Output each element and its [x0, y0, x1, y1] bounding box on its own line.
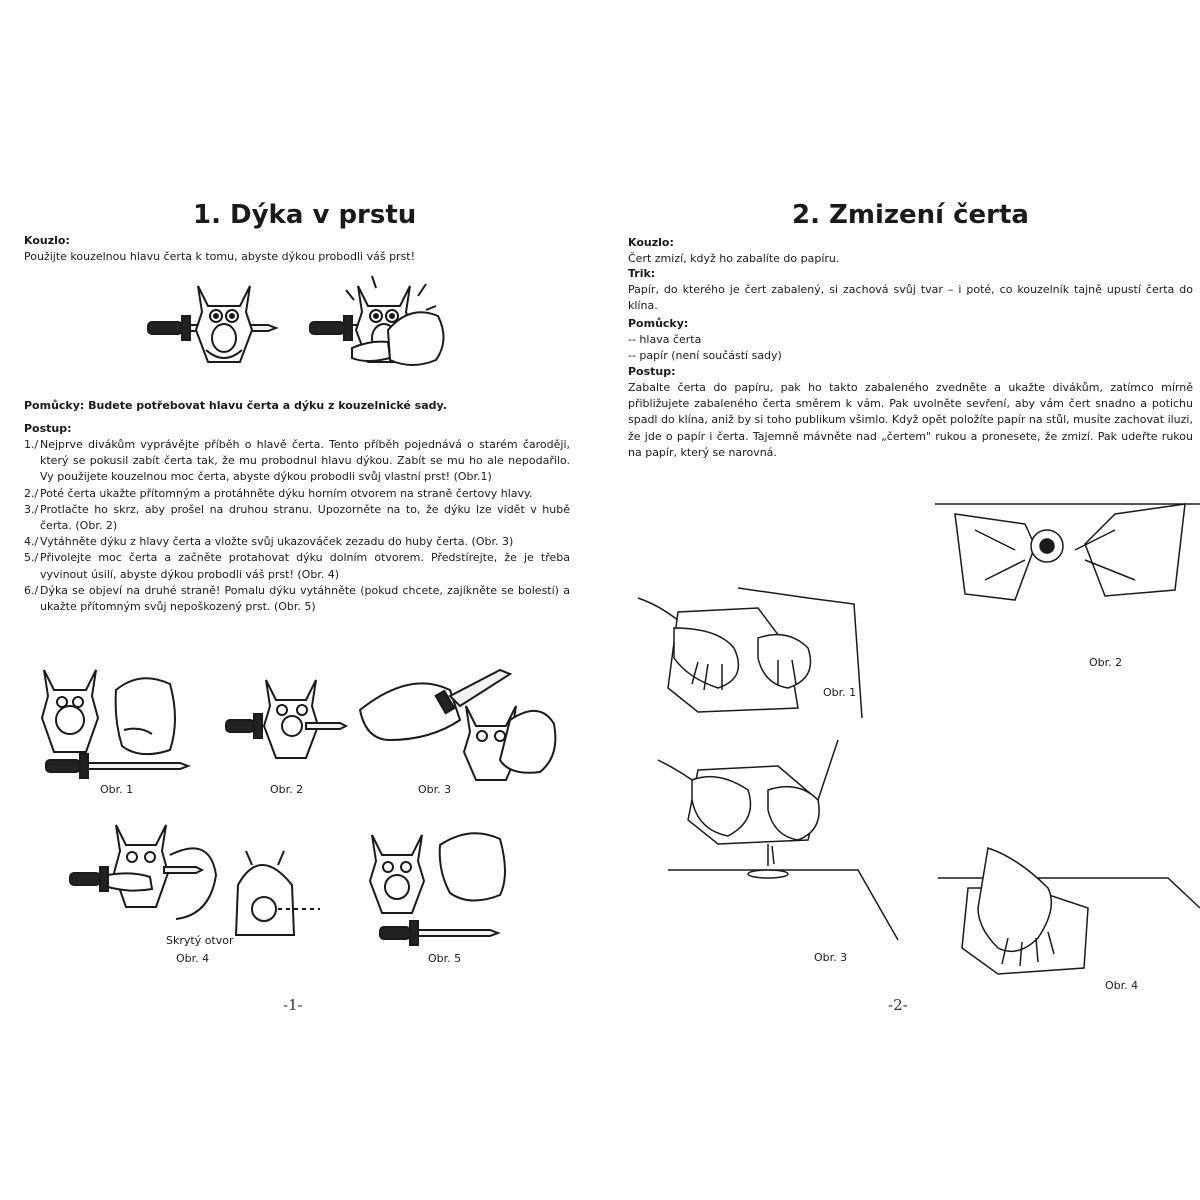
trik-text: Papír, do kterého je čert zabalený, si zachová svůj tvar – i poté, co kouzelník tajně upustí čerta do klína.	[628, 283, 1193, 313]
pomucky-item: -- hlava čerta	[628, 333, 702, 346]
caption-obr1-left: Obr. 1	[100, 783, 134, 796]
page-title-left: 1. Dýka v prstu	[193, 200, 417, 230]
pomucky-item: -- papír (není součástí sady)	[628, 349, 782, 362]
figure-row-1-illustration	[30, 660, 570, 790]
caption-hidden-hole: Skrytý otvor	[166, 934, 234, 947]
kouzlo-text-right: Čert zmizí, když ho zabalíte do papíru.	[628, 252, 840, 265]
step-item: 6./ Dýka se objeví na druhé straně! Pomalu dýku vytáhněte (pokud chcete, zajíkněte se bolestí) a ukažte přítomným svůj nepoškozený prst. (Obr. 5)	[24, 583, 570, 614]
page-title-right: 2. Zmizení čerta	[792, 200, 1029, 230]
trik-label: Trik:	[628, 267, 656, 280]
figure-row-2-illustration	[60, 815, 540, 945]
step-item: 5./ Přivolejte moc čerta a začněte protahovat dýku dolním otvorem. Předstírejte, že je třeba vyvinout úsilí, abyste dýkou probodli váš prst! (Obr. 4)	[24, 551, 570, 581]
page-number-right: -2-	[888, 996, 908, 1014]
caption-obr2-right: Obr. 2	[1089, 656, 1123, 669]
page-number-left: -1-	[283, 996, 303, 1014]
postup-text-right: Zabalte čerta do papíru, pak ho takto zabaleného zvedněte a ukažte divákům, zatímco mírně přibližujete zabaleného čerta směrem k vám. Pak uvolněte sevření, aby vám čert snadno a potichu spadl do klína, aniž by si toho publikum všimlo. Když opět položíte papír na stůl, musíte zachovat iluzi, že jde o papír i čerta. Tajemně mávněte nad „čertem" rukou a pronesete, že zmizí. Pak udeřte rukou na papír, který se narovná.	[628, 381, 1193, 459]
step-item: 2./ Poté čerta ukažte přítomným a protáhněte dýku horním otvorem na straně čertovy hlavy.	[24, 486, 533, 500]
caption-obr3-right: Obr. 3	[814, 951, 848, 964]
kouzlo-label-left: Kouzlo:	[24, 234, 70, 247]
devil-dropping-illustration	[638, 740, 918, 890]
step-item: 4./ Vytáhněte dýku z hlavy čerta a vložte svůj ukazováček zezadu do huby čerta. (Obr. 3)	[24, 535, 514, 549]
postup-label-left: Postup:	[24, 422, 72, 435]
kouzlo-label-right: Kouzlo:	[628, 236, 674, 249]
pomucky-label-right: Pomůcky:	[628, 317, 689, 330]
caption-obr5-left: Obr. 5	[428, 952, 462, 965]
wrapped-paper-illustration	[935, 490, 1200, 610]
caption-obr2-left: Obr. 2	[270, 783, 304, 796]
postup-steps-list	[24, 437, 570, 615]
caption-obr4-left: Obr. 4	[176, 952, 210, 965]
kouzlo-text-left: Použijte kouzelnou hlavu čerta k tomu, abyste dýkou probodli váš prst!	[24, 250, 416, 263]
pomucky-left: Pomůcky: Budete potřebovat hlavu čerta a dýku z kouzelnické sady.	[24, 399, 447, 412]
right-page	[600, 0, 1200, 1200]
postup-label-right: Postup:	[628, 365, 676, 378]
devil-head-with-dagger-illustration	[140, 270, 450, 380]
caption-obr4-right: Obr. 4	[1105, 979, 1139, 992]
caption-obr1-right: Obr. 1	[823, 686, 857, 699]
step-item: 1./ Nejprve divákům vyprávějte příběh o hlavě čerta. Tento příběh pojednává o starém čaroději, který se pokusil zabít čerta tak, že mu probodnul hlavu dýkou. Zabít se mu ho ale nepodařilo. Vy použijete kouzelnou moc čerta, abyste dýkou probodli svůj vlastní prst! (Obr.1)	[24, 438, 570, 484]
hand-slapping-paper-illustration	[938, 848, 1200, 988]
caption-obr3-left: Obr. 3	[418, 783, 452, 796]
step-item: 3./ Protlačte ho skrz, aby prošel na druhou stranu. Upozorněte na to, že dýku lze vidět v hubě čerta. (Obr. 2)	[24, 502, 570, 533]
